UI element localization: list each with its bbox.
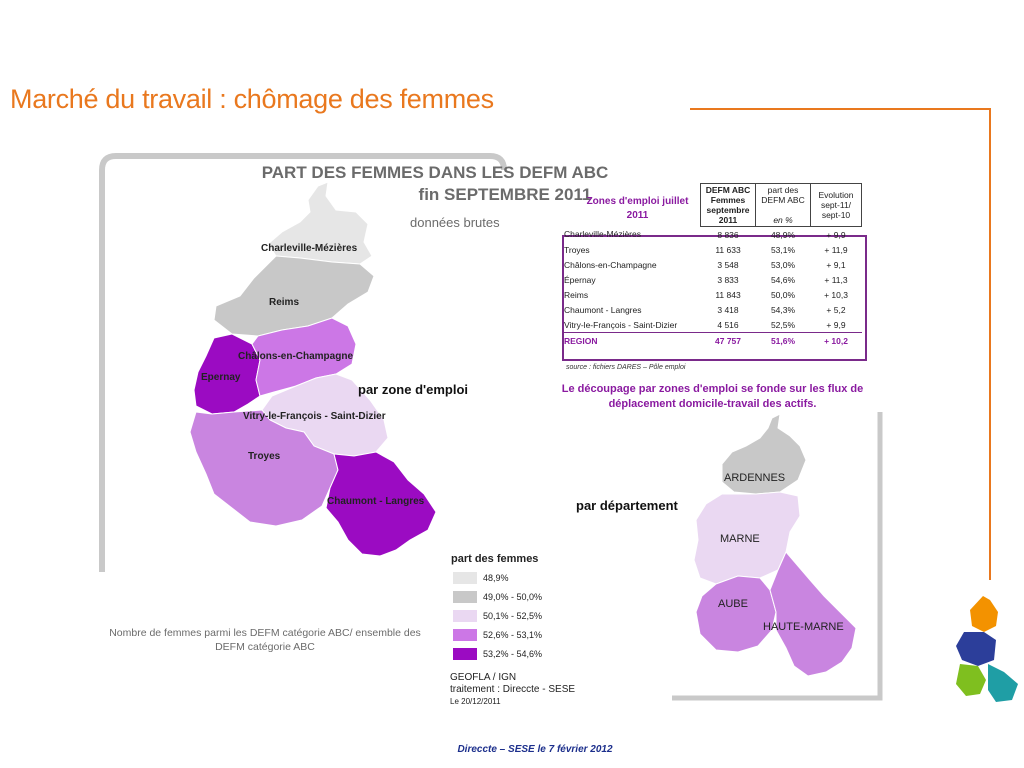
table-row xyxy=(562,257,862,272)
footer: Direccte – SESE le 7 février 2012 xyxy=(457,744,613,755)
by-department-label: par département xyxy=(576,498,678,513)
legend-title: part des femmes xyxy=(451,553,539,565)
label-charleville: Charleville-Mézières xyxy=(261,243,358,254)
cell-defm: 4 516 xyxy=(717,319,739,330)
table-body xyxy=(562,227,862,349)
table-zones-header: Zones d'emploi juillet 2011 xyxy=(586,196,689,221)
cell-evol: + 9,9 xyxy=(826,319,846,330)
cell-evol: + 11,9 xyxy=(824,244,848,255)
cell-zone: Chaumont - Langres xyxy=(564,304,642,315)
cell-part: 48,9% xyxy=(770,229,796,240)
table-row xyxy=(562,302,862,317)
cell-defm: 8 836 xyxy=(717,229,739,240)
col-evol-header: Evolution sept-11/ sept-10 xyxy=(811,184,862,227)
label-chalons: Châlons-en-Champagne xyxy=(238,351,354,362)
table-row xyxy=(562,272,862,287)
indicator-definition: Nombre de femmes parmi les DEFM catégorie ABC/ ensemble des DEFM catégorie ABC xyxy=(109,627,421,653)
cell-part: 53,0% xyxy=(770,259,796,270)
cell-part: 53,1% xyxy=(770,244,796,255)
cell-defm: 11 633 xyxy=(715,244,741,255)
cell-defm: 11 843 xyxy=(715,289,741,300)
col-part-header xyxy=(756,184,811,227)
cell-part: 50,0% xyxy=(770,289,796,300)
legend-label: 53,2% - 54,6% xyxy=(483,649,543,659)
label-haute-marne: HAUTE-MARNE xyxy=(763,621,844,633)
cell-zone: Châlons-en-Champagne xyxy=(564,259,657,270)
map-title-line2: fin SEPTEMBRE 2011 xyxy=(418,185,592,204)
zone-reims xyxy=(214,256,374,336)
table-total-row xyxy=(562,333,862,349)
legend-label: 48,9% xyxy=(483,573,509,583)
col-part-title: part des DEFM ABC xyxy=(761,185,805,205)
cell-evol: + 9,1 xyxy=(826,259,846,270)
legend-swatch xyxy=(453,629,477,641)
cell-defm: 47 757 xyxy=(701,333,756,349)
legend-label: 50,1% - 52,5% xyxy=(483,611,543,621)
cell-zone: Troyes xyxy=(564,244,590,255)
legend-label: 52,6% - 53,1% xyxy=(483,630,543,640)
col-defm-header: DEFM ABC Femmes septembre 2011 xyxy=(701,184,756,227)
label-ardennes: ARDENNES xyxy=(724,472,786,484)
map-subtitle: données brutes xyxy=(410,215,500,230)
table-row xyxy=(562,227,862,243)
label-troyes: Troyes xyxy=(248,451,281,462)
table-header-row xyxy=(562,184,862,227)
legend-item xyxy=(453,571,509,585)
cell-part: 54,6% xyxy=(770,274,796,285)
cell-defm: 3 833 xyxy=(717,274,739,285)
label-vitry: Vitry-le-François - Saint-Dizier xyxy=(243,411,386,422)
slide-title: Marché du travail : chômage des femmes xyxy=(10,84,494,114)
zone-note: Le découpage par zones d'emploi se fonde sur les flux de déplacement domicile-travail des actifs. xyxy=(561,383,864,410)
table-source: source : fichiers DARES – Pôle emploi xyxy=(566,364,686,371)
cell-zone: Vitry-le-François - Saint-Dizier xyxy=(564,319,678,330)
legend-item xyxy=(453,628,542,642)
logo-teal xyxy=(988,664,1018,702)
cell-evol: + 5,2 xyxy=(826,304,846,315)
cell-evol: + 11,3 xyxy=(824,274,848,285)
department-map xyxy=(694,414,856,676)
legend-swatch xyxy=(453,591,477,603)
label-reims: Reims xyxy=(269,297,300,308)
logo-blue xyxy=(956,632,996,666)
cell-evol: + 9,9 xyxy=(826,229,846,240)
label-aube: AUBE xyxy=(718,598,748,610)
credit-date: Le 20/12/2011 xyxy=(450,697,501,706)
legend-swatch xyxy=(453,648,477,660)
table-row xyxy=(562,317,862,333)
col-part-unit: en % xyxy=(773,215,793,225)
label-chaumont: Chaumont - Langres xyxy=(327,496,425,507)
dept-aube xyxy=(696,576,776,652)
credit-treatment: traitement : Direccte - SESE xyxy=(450,684,576,695)
cell-part: 54,3% xyxy=(770,304,796,315)
by-zone-label: par zone d'emploi xyxy=(358,382,468,397)
cell-zone: Reims xyxy=(564,289,589,300)
data-table xyxy=(562,183,862,348)
map-title-line1: PART DES FEMMES DANS LES DEFM ABC xyxy=(261,163,609,182)
region-logo xyxy=(956,596,1018,702)
credit-source: GEOFLA / IGN xyxy=(450,672,517,683)
logo-green xyxy=(956,664,986,696)
cell-evol: + 10,3 xyxy=(824,289,848,300)
cell-zone: Épernay xyxy=(564,274,596,285)
cell-zone: Charleville-Mézières xyxy=(564,229,641,240)
cell-zone: REGION xyxy=(562,333,701,349)
legend-item xyxy=(453,609,542,623)
dept-haute-marne xyxy=(770,552,856,676)
cell-defm: 3 548 xyxy=(717,259,739,270)
cell-part: 51,6% xyxy=(756,333,811,349)
legend-swatch xyxy=(453,572,477,584)
legend-swatch xyxy=(453,610,477,622)
legend-item xyxy=(453,647,542,661)
legend-label: 49,0% - 50,0% xyxy=(483,592,543,602)
cell-evol: + 10,2 xyxy=(811,333,862,349)
legend-item xyxy=(453,590,542,604)
label-marne: MARNE xyxy=(720,533,760,545)
table-row xyxy=(562,242,862,257)
credits xyxy=(450,672,575,708)
table-row xyxy=(562,287,862,302)
cell-defm: 3 418 xyxy=(717,304,739,315)
logo-orange xyxy=(970,596,998,632)
label-epernay: Epernay xyxy=(201,372,241,383)
cell-part: 52,5% xyxy=(770,319,796,330)
